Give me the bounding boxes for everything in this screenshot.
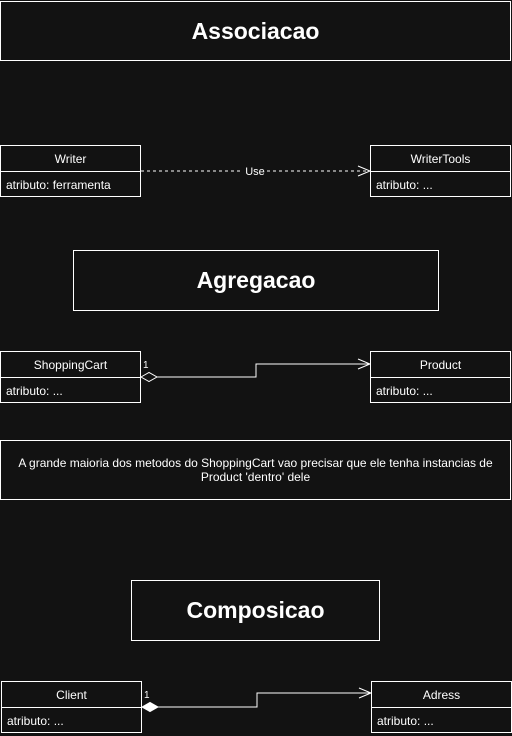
class-shopping-cart-name: ShoppingCart [1, 352, 140, 378]
note-aggregation [0, 440, 511, 500]
association-use-label: Use [245, 166, 265, 178]
class-client[interactable] [1, 681, 142, 733]
class-writer[interactable] [0, 145, 141, 197]
composition-title-text: Composicao [186, 597, 325, 623]
class-product-attribute: atributo: ... [376, 383, 433, 398]
aggregation-diamond [141, 373, 157, 382]
note-text: A grande maioria dos metodos do ShoppingCart vao precisar que ele tenha instancias de Product 'dentro' dele [18, 456, 493, 484]
class-shopping-cart[interactable] [0, 351, 141, 403]
class-client-attribute: atributo: ... [7, 713, 64, 728]
class-shopping-cart-attribute: atributo: ... [6, 383, 63, 398]
class-writer-tools-name: WriterTools [371, 146, 510, 172]
class-product[interactable] [370, 351, 511, 403]
aggregation-edge[interactable] [157, 364, 370, 377]
association-title-text: Associacao [191, 17, 320, 44]
class-writer-attribute: atributo: ferramenta [6, 177, 111, 192]
class-product-name: Product [371, 352, 510, 378]
aggregation-title-text: Agregacao [196, 267, 316, 293]
class-client-name: Client [2, 682, 141, 708]
composition-diamond [142, 703, 158, 712]
class-writer-tools-attribute: atributo: ... [376, 177, 433, 192]
class-writer-name: Writer [1, 146, 140, 172]
class-adress-attribute: atributo: ... [377, 713, 434, 728]
composition-edge[interactable] [158, 693, 371, 707]
composition-multiplicity: 1 [144, 690, 150, 701]
class-writer-tools[interactable] [370, 145, 511, 197]
class-adress[interactable] [371, 681, 512, 733]
aggregation-multiplicity: 1 [143, 360, 149, 371]
class-adress-name: Adress [372, 682, 511, 708]
